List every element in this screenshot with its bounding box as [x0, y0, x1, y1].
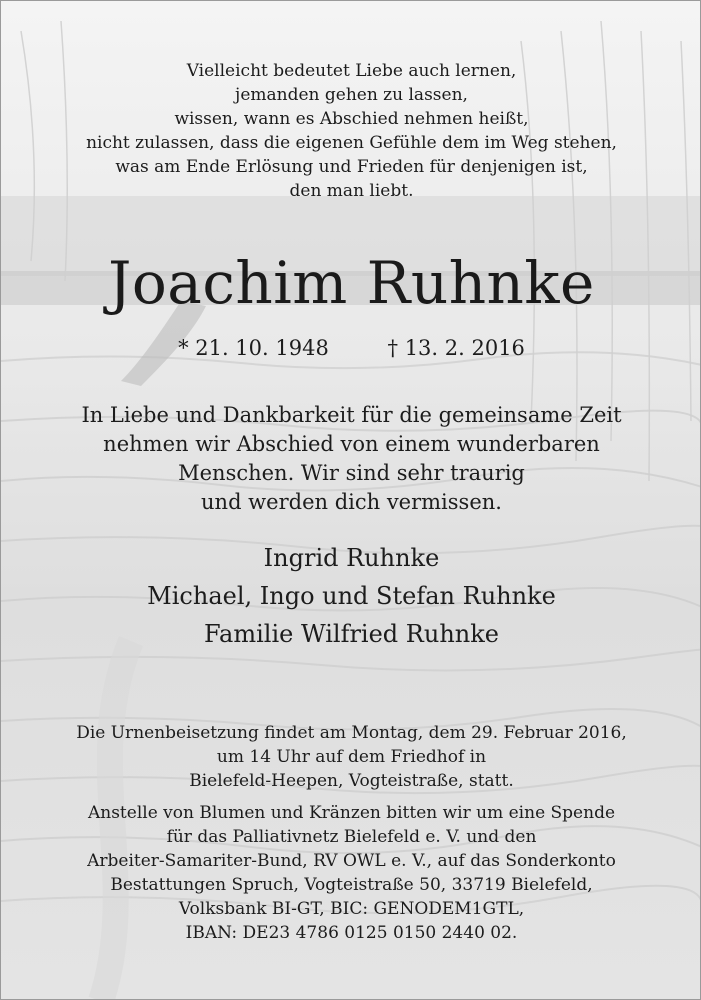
donation-line: Anstelle von Blumen und Kränzen bitten wir um eine Spende — [87, 803, 616, 823]
tribute-line: In Liebe und Dankbarkeit für die gemeinsame Zeit — [81, 403, 622, 427]
donation-line: Arbeiter-Samariter-Bund, RV OWL e. V., auf das Sonderkonto — [87, 851, 616, 871]
tribute-line: Menschen. Wir sind sehr traurig — [178, 461, 525, 485]
life-dates — [21, 333, 682, 363]
donation-line: IBAN: DE23 4786 0125 0150 2440 02. — [185, 923, 518, 943]
mourners-list — [21, 539, 682, 653]
donation-line: Bestattungen Spruch, Vogteistraße 50, 33719 Bielefeld, — [110, 875, 593, 895]
poem-line: den man liebt. — [289, 181, 414, 201]
poem-line: Vielleicht bedeutet Liebe auch lernen, — [186, 61, 517, 81]
deceased-name: Joachim Ruhnke — [108, 249, 595, 317]
funeral-line: Die Urnenbeisetzung findet am Montag, dem 29. Februar 2016, — [76, 723, 627, 743]
funeral-line: Bielefeld-Heepen, Vogteistraße, statt. — [189, 771, 514, 791]
poem-line: nicht zulassen, dass die eigenen Gefühle dem im Weg stehen, — [86, 133, 617, 153]
poem-line: was am Ende Erlösung und Frieden für denjenigen ist, — [115, 157, 588, 177]
funeral-line: um 14 Uhr auf dem Friedhof in — [216, 747, 487, 767]
birth-date: * 21. 10. 1948 — [178, 336, 329, 360]
poem — [21, 59, 682, 203]
tribute-line: nehmen wir Abschied von einem wunderbaren — [103, 432, 600, 456]
tribute-line: und werden dich vermissen. — [201, 490, 502, 514]
death-date: † 13. 2. 2016 — [387, 336, 525, 360]
poem-line: jemanden gehen zu lassen, — [235, 85, 468, 105]
tribute-text — [21, 401, 682, 517]
mourner: Ingrid Ruhnke — [263, 544, 440, 572]
donation-line: für das Palliativnetz Bielefeld e. V. und den — [166, 827, 537, 847]
donation-line: Volksbank BI-GT, BIC: GENODEM1GTL, — [178, 899, 525, 919]
mourner: Familie Wilfried Ruhnke — [204, 620, 499, 648]
poem-line: wissen, wann es Abschied nehmen heißt, — [174, 109, 529, 129]
donation-info — [21, 801, 682, 945]
funeral-info — [21, 721, 682, 793]
mourner: Michael, Ingo und Stefan Ruhnke — [147, 582, 556, 610]
